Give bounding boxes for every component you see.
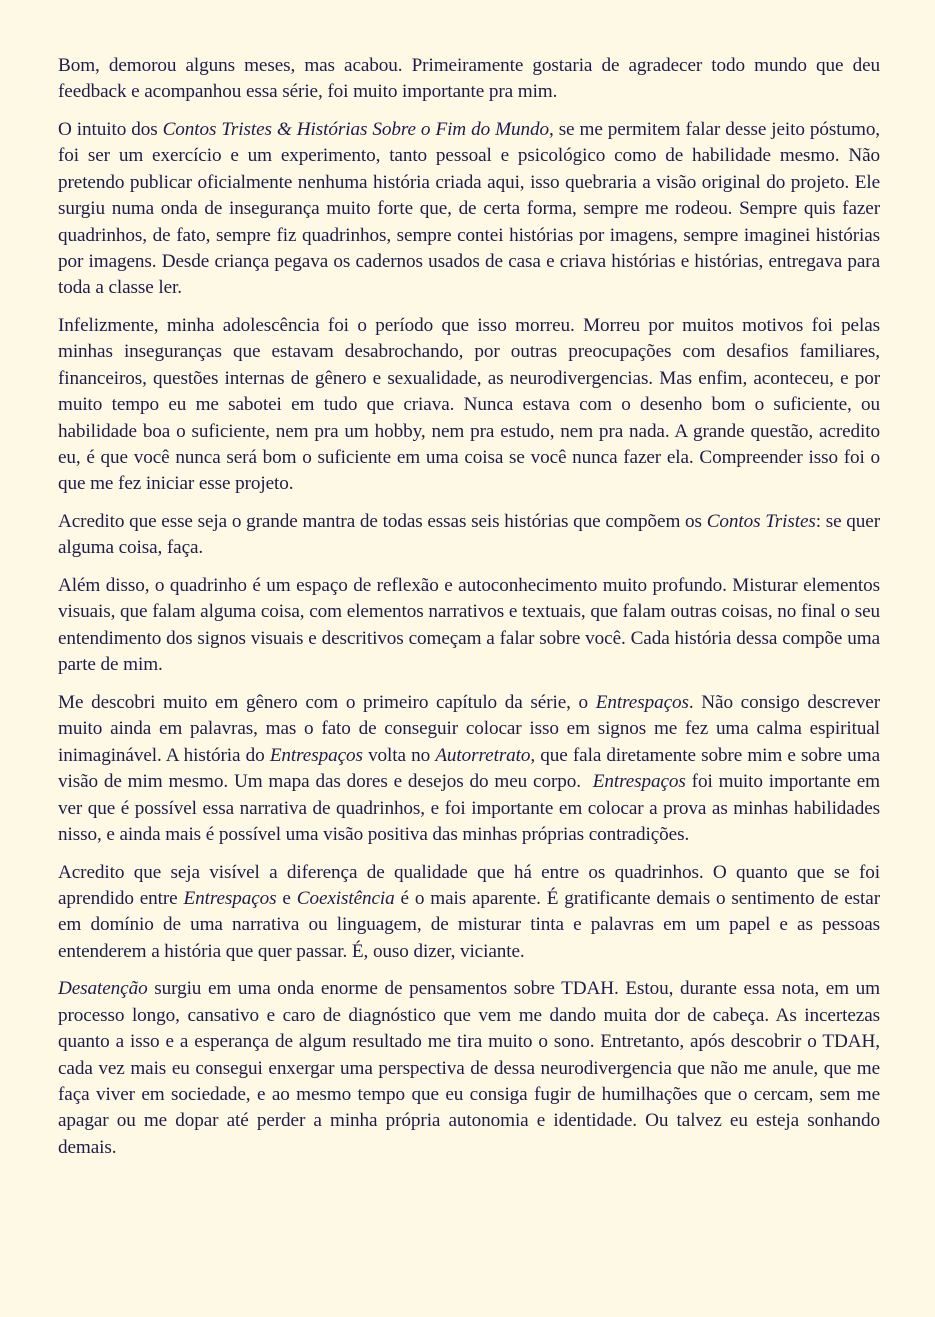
document-body	[58, 53, 885, 1172]
text-segment: O intuito dos	[58, 119, 163, 140]
text-segment: é o mais aparente. É gratificante demais o sentimento de estar em domínio de uma narrativa ou linguagem, de misturar tinta e palavras em um papel e as pessoas entenderem a história que quer passar. É, ouso dizer, viciante.	[58, 887, 880, 962]
text-segment: Além disso, o quadrinho é um espaço de reflexão e autoconhecimento muito profundo. Misturar elementos visuais, que falam alguma coisa, com elementos narrativos e textuais, que falam outras coisas, no final o seu entendimento dos signos visuais e descritivos começam a falar sobre você. Cada história dessa compõe uma parte de mim.	[58, 575, 880, 676]
text-segment: , que fala diretamente sobre mim e sobre uma visão de mim mesmo. Um mapa das dores e desejos do meu corpo.	[58, 744, 885, 793]
italic-title: Contos Tristes	[706, 511, 816, 533]
text-segment: Acredito que esse seja o grande mantra de todas essas seis histórias que compõem os	[58, 511, 707, 533]
text-segment: surgiu em uma onda enorme de pensamentos sobre TDAH. Estou, durante essa nota, em um processo longo, cansativo e caro de diagnóstico que vem me dando muita dor de cabeça. As incertezas quanto a isso e a esperança de algum resultado me tira muito o sono. Entretanto, após descobrir o TDAH, cada vez mais eu consegui enxergar uma perspectiva de dessa neurodivergencia que não me anule, que me faça viver em sociedade, e ao mesmo tempo que eu consiga fugir de humilhações que o cercam, sem me apagar ou me dopar até perder a minha própria autonomia e identidade. Ou talvez eu esteja sonhando demais.	[58, 978, 880, 1158]
italic-title: Entrespaços	[592, 771, 686, 793]
text-segment: . Não consigo descrever muito ainda em palavras, mas o fato de conseguir colocar isso em signos me fez uma calma espiritual inimaginável. A história do	[58, 691, 881, 766]
paragraph-mantra	[58, 509, 880, 562]
italic-title: Entrespaços	[183, 887, 277, 909]
text-segment: : se quer alguma coisa, faça.	[58, 511, 880, 559]
paragraph-desatencao	[58, 976, 880, 1161]
text-segment: Me descobri muito em gênero com o primeiro capítulo da série, o	[58, 691, 596, 713]
italic-title: Coexistência	[296, 887, 395, 909]
italic-title: Entrespaços	[595, 691, 689, 713]
italic-title: Autorretrato	[435, 744, 531, 766]
paragraph-acknowledgement	[58, 53, 880, 106]
italic-title: Contos Tristes & Histórias Sobre o Fim do Mundo	[162, 119, 549, 140]
italic-title: Desatenção	[58, 978, 148, 1000]
text-segment: foi muito importante em ver que é possível essa narrativa de quadrinhos, e foi importante em colocar a prova as minhas habilidades nisso, e ainda mais é possível uma visão positiva das minhas próprias contradições.	[58, 771, 880, 845]
text-segment: Bom, demorou alguns meses, mas acabou. Primeiramente gostaria de agradecer todo mundo que deu feedback e acompanhou essa série, foi muito importante pra mim.	[58, 55, 880, 103]
text-segment: Acredito que seja visível a diferença de qualidade que há entre os quadrinhos. O quanto que se foi aprendido entre	[58, 861, 880, 909]
paragraph-quality	[58, 860, 880, 966]
paragraph-adolescence	[58, 313, 880, 498]
paragraph-entrespacos	[58, 690, 885, 848]
text-segment: e	[276, 887, 297, 909]
text-segment: volta no	[362, 744, 436, 766]
italic-title: Entrespaços	[269, 744, 363, 766]
text-segment: Infelizmente, minha adolescência foi o período que isso morreu. Morreu por muitos motivos foi pelas minhas inseguranças que estavam desabrochando, por outras preocupações com desafios familiares, financeiros, questões internas de gênero e sexualidade, as neurodivergencias. Mas enfim, aconteceu, e por muito tempo eu me sabotei em tudo que criava. Nunca estava com o desenho bom o suficiente, ou habilidade boa o suficiente, nem pra um hobby, nem pra estudo, nem pra nada. A grande questão, acredito eu, é que você nunca será bom o suficiente em uma coisa se você nunca fazer ela. Compreender isso foi o que me fez iniciar esse projeto.	[58, 315, 880, 495]
paragraph-project-intent	[58, 117, 880, 302]
paragraph-reflection	[58, 573, 880, 679]
text-segment: , se me permitem falar desse jeito póstumo, foi ser um exercício e um experimento, tanto pessoal e psicológico como de habilidade mesmo. Não pretendo publicar oficialmente nenhuma história criada aqui, isso quebraria a visão original do projeto. Ele surgiu numa onda de insegurança muito forte que, de certa forma, sempre me rodeou. Sempre quis fazer quadrinhos, de fato, sempre fiz quadrinhos, sempre contei histórias por imagens, sempre imaginei histórias por imagens. Desde criança pegava os cadernos usados de casa e criava histórias e histórias, entregava para toda a classe ler.	[58, 119, 881, 299]
